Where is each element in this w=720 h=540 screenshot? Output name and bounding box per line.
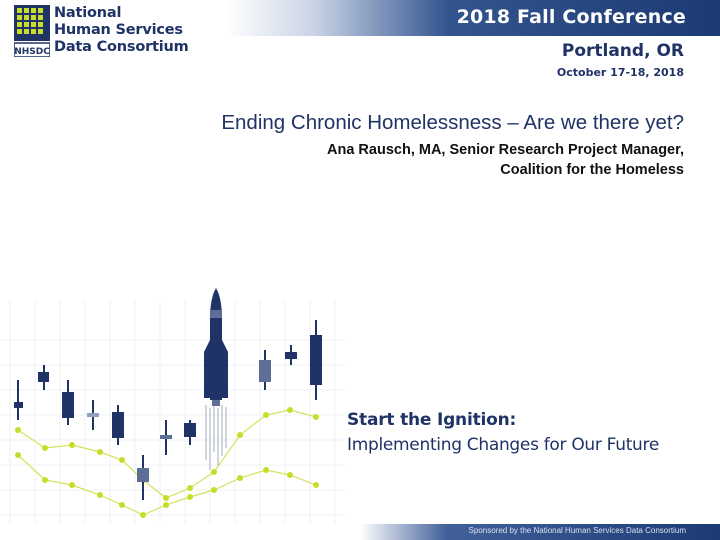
nhsdc-logo-icon xyxy=(14,5,50,57)
logo-line-3: Data Consortium xyxy=(54,39,189,55)
presentation-title: Ending Chronic Homelessness – Are we there yet? xyxy=(221,111,684,134)
conference-title: 2018 Fall Conference xyxy=(456,6,686,28)
conference-dates: October 17-18, 2018 xyxy=(556,66,684,79)
ignition-subheading: Implementing Changes for Our Future xyxy=(347,435,660,455)
presenter-line-1: Ana Rausch, MA, Senior Research Project Manager, xyxy=(327,142,684,158)
logo-wordmark xyxy=(54,5,189,56)
ignition-heading: Start the Ignition: xyxy=(347,410,517,430)
presenter-line-2: Coalition for the Homeless xyxy=(500,162,684,178)
presenter-info xyxy=(327,140,684,180)
rocket-chart-illustration xyxy=(0,280,345,525)
logo-badge-text: NHSDC xyxy=(14,47,50,57)
logo-line-2: Human Services xyxy=(54,22,183,38)
rocket-icon xyxy=(204,288,228,470)
sponsor-footer: Sponsored by the National Human Services Data Consortium xyxy=(468,526,686,535)
logo-line-1: National xyxy=(54,5,122,21)
conference-city: Portland, OR xyxy=(561,41,684,61)
